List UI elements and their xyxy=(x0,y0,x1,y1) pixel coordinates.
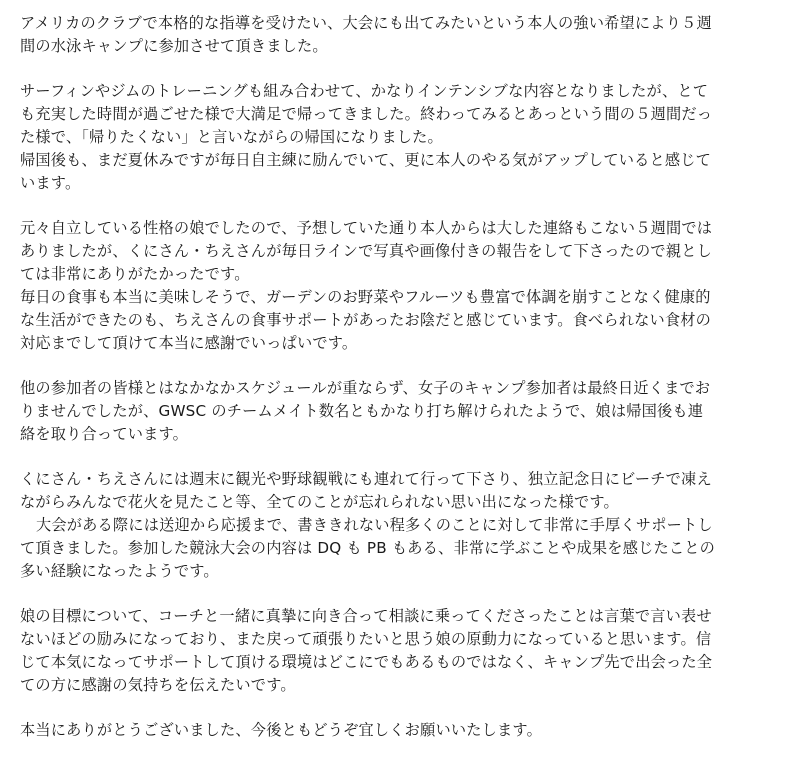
text-line: 本当にありがとうございました、今後ともどうぞ宜しくお願いいたします。 xyxy=(20,721,542,739)
text-line: 元々自立している性格の娘でしたので、予想していた通り本人からは大した連絡もこない５週間では xyxy=(20,219,713,237)
text-line: じて本気になってサポートして頂ける環境はどこにでもあるものではなく、キャンプ先で出会った全 xyxy=(20,653,713,671)
paragraph-4 xyxy=(20,377,792,446)
text-line: 毎日の食事も本当に美味しそうで、ガーデンのお野菜やフルーツも豊富で体調を崩すことなく健康的 xyxy=(20,288,711,306)
text-line: ては非常にありがたかったです。 xyxy=(20,265,250,283)
text-line: た様で、「帰りたくない」と言いながらの帰国になりました。 xyxy=(20,128,443,146)
text-line: りませんでしたが、GWSC のチームメイト数名ともかなり打ち解けられたようで、娘は帰国後も連 xyxy=(20,402,704,420)
text-line: な生活ができたのも、ちえさんの食事サポートがあったお陰だと感じています。食べられない食材の xyxy=(20,311,712,329)
paragraph-closing xyxy=(20,719,792,742)
letter-body xyxy=(20,12,792,764)
paragraph-1 xyxy=(20,12,792,58)
text-line: サーフィンやジムのトレーニングも組み合わせて、かなりインテンシブな内容となりましたが、とて xyxy=(20,82,709,100)
paragraph-2 xyxy=(20,80,792,195)
paragraph-6 xyxy=(20,605,792,697)
text-line-indented: 大会がある際には送迎から応援まで、書ききれない程多くのことに対して非常に手厚くサポートし xyxy=(36,516,713,534)
text-line: ながらみんなで花火を見たこと等、全てのことが忘れられない思い出になった様です。 xyxy=(20,493,619,511)
text-line: 帰国後も、まだ夏休みですが毎日自主練に励んでいて、更に本人のやる気がアップしていると感じて xyxy=(20,151,712,169)
text-line: います。 xyxy=(20,174,81,192)
text-line: 多い経験になったようです。 xyxy=(20,562,219,580)
text-line: 絡を取り合っています。 xyxy=(20,425,189,443)
text-line: 他の参加者の皆様とはなかなかスケジュールが重ならず、女子のキャンプ参加者は最終日近くまでお xyxy=(20,379,711,397)
text-line: も充実した時間が過ごせた様で大満足で帰ってきました。終わってみるとあっという間の５週間だっ xyxy=(20,105,713,123)
text-line: 対応までして頂けて本当に感謝でいっぱいです。 xyxy=(20,334,358,352)
text-line: くにさん・ちえさんには週末に観光や野球観戦にも連れて行って下さり、独立記念日にビーチで凍え xyxy=(20,470,712,488)
text-line: 娘の目標について、コーチと一緒に真摯に向き合って相談に乗ってくださったことは言葉で言い表せ xyxy=(20,607,712,625)
text-line: ないほどの励みになっており、また戻って頑張りたいと思う娘の原動力になっていると思います。信 xyxy=(20,630,712,648)
text-line: ありましたが、くにさん・ちえさんが毎日ラインで写真や画像付きの報告をして下さったので親とし xyxy=(20,242,712,260)
paragraph-5 xyxy=(20,468,792,583)
paragraph-3 xyxy=(20,217,792,355)
text-line: て頂きました。参加した競泳大会の内容は DQ も PB もある、非常に学ぶことや成果を感じたことの xyxy=(20,539,716,557)
text-line: ての方に感謝の気持ちを伝えたいです。 xyxy=(20,676,296,694)
text-line: アメリカのクラブで本格的な指導を受けたい、大会にも出てみたいという本人の強い希望により５週 xyxy=(20,14,712,32)
text-line: 間の水泳キャンプに参加させて頂きました。 xyxy=(20,37,328,55)
